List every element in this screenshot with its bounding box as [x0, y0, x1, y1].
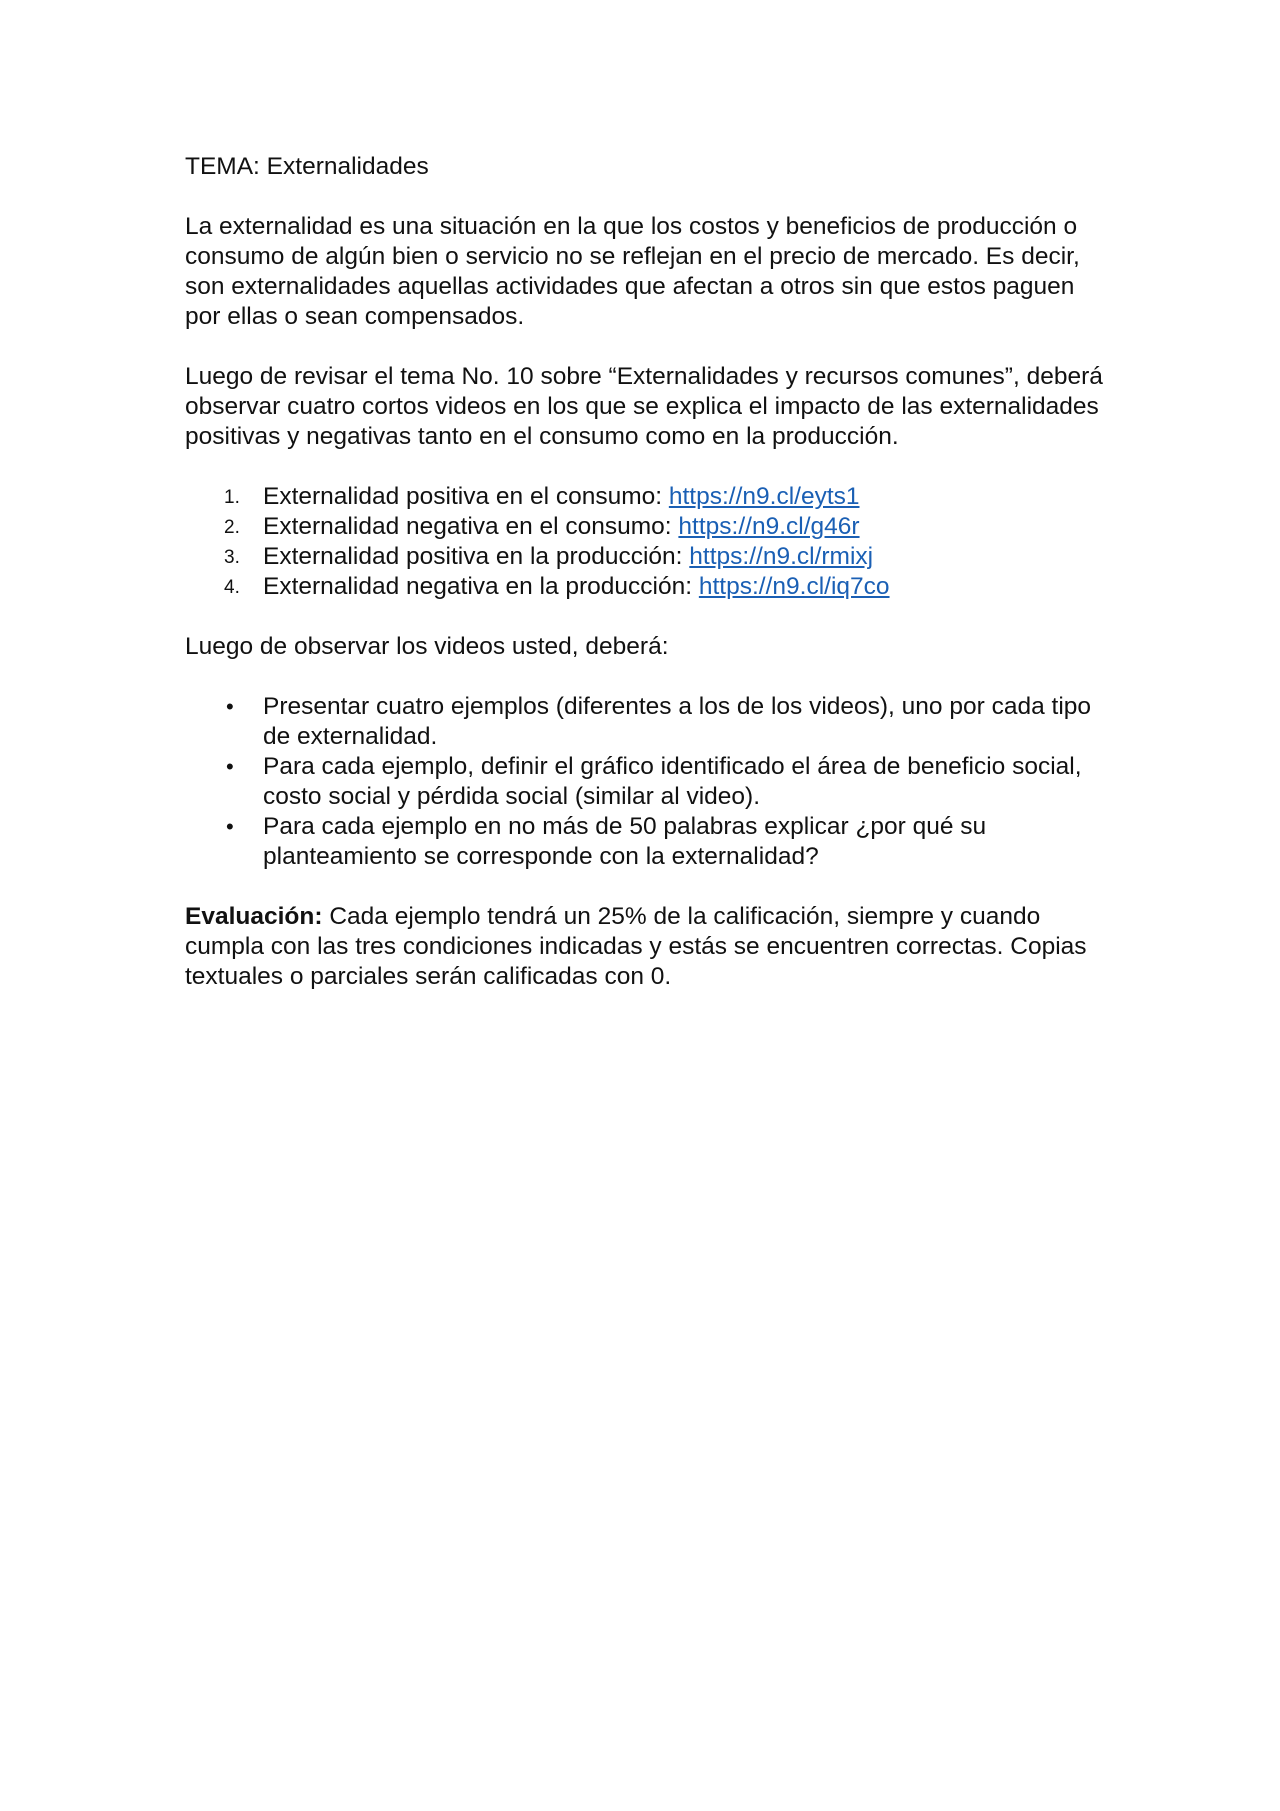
document-title: TEMA: Externalidades [185, 153, 429, 180]
after-videos-paragraph: Luego de observar los videos usted, deberá: [185, 633, 669, 660]
video-list [185, 482, 1105, 602]
list-number: 1. [224, 487, 240, 508]
list-item [185, 542, 1105, 572]
task-text: Para cada ejemplo en no más de 50 palabras explicar ¿por qué su planteamiento se corresponde con la externalidad? [263, 813, 987, 870]
intro-paragraph: La externalidad es una situación en la que los costos y beneficios de producción o consumo de algún bien o servicio no se reflejan en el precio de mercado. Es decir, son externalidades aquellas actividades que afectan a otros sin que estos paguen por ellas o sean compensados. [185, 213, 1080, 330]
video-label: Externalidad positiva en la producción: [263, 543, 690, 570]
bullet-icon: • [226, 814, 234, 839]
document-page [185, 152, 1105, 1022]
list-item [185, 482, 1105, 512]
video-link[interactable]: https://n9.cl/rmixj [689, 543, 874, 570]
list-item [185, 692, 1105, 752]
task-text: Presentar cuatro ejemplos (diferentes a los de los videos), uno por cada tipo de externalidad. [263, 693, 1092, 750]
evaluation-paragraph [185, 902, 1105, 992]
bullet-icon: • [226, 694, 234, 719]
instructions-paragraph: Luego de revisar el tema No. 10 sobre “Externalidades y recursos comunes”, deberá observar cuatro cortos videos en los que se explica el impacto de las externalidades positivas y negativas tanto en el consumo como en la producción. [185, 363, 1103, 450]
list-number: 3. [224, 547, 240, 568]
video-link[interactable]: https://n9.cl/iq7co [698, 573, 890, 600]
list-item [185, 572, 1105, 602]
video-link[interactable]: https://n9.cl/eyts1 [668, 483, 860, 510]
video-label: Externalidad positiva en el consumo: [263, 483, 669, 510]
list-number: 2. [224, 517, 240, 538]
task-text: Para cada ejemplo, definir el gráfico identificado el área de beneficio social, costo social y pérdida social (similar al video). [263, 753, 1082, 810]
list-number: 4. [224, 577, 240, 598]
evaluation-label: Evaluación: [185, 903, 323, 930]
list-item [185, 812, 1105, 872]
evaluation-text: Cada ejemplo tendrá un 25% de la calificación, siempre y cuando cumpla con las tres condiciones indicadas y estás se encuentren correctas. Copias textuales o parciales serán calificadas con 0. [185, 903, 1087, 990]
list-item [185, 752, 1105, 812]
video-label: Externalidad negativa en la producción: [263, 573, 699, 600]
bullet-icon: • [226, 754, 234, 779]
task-list [185, 692, 1105, 872]
list-item [185, 512, 1105, 542]
video-label: Externalidad negativa en el consumo: [263, 513, 679, 540]
video-link[interactable]: https://n9.cl/g46r [678, 513, 860, 540]
